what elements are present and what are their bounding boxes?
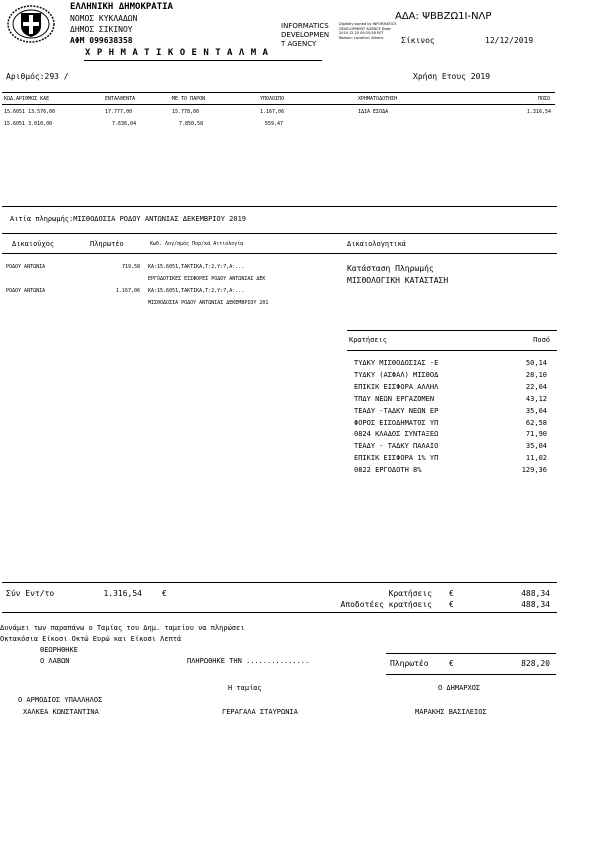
payable-value: 828,20 [521,659,550,668]
afm: ΑΦΜ 099638358 [70,36,133,45]
endorsed-label: ΘΕΩΡΗΘΗΚΕ [40,646,78,654]
mayor-name: ΜΑΡΑΚΗΣ ΒΑΣΙΛΕΙΟΣ [415,708,487,716]
deduction-label: ΤΥΔΚΥ ΜΙΣΘΟΔΟΣΙΑΣ -Ε [354,359,439,367]
agency-logo: INFORMATICS DEVELOPMEN T AGENCY [281,22,330,48]
ada-code: ΑΔΑ: ΨΒΒΖΩ1Ι-ΝΛΡ [395,11,492,22]
currency-symbol: € [449,659,454,668]
republic-title: ΕΛΛΗΝΙΚΗ ΔΗΜΟΚΡΑΤΙΑ [70,2,173,12]
fiscal-year: Χρήση Ετους 2019 [413,72,491,81]
col-payee-header: Δικαιούχος [12,240,55,248]
treasurer-title: Η ταμίας [228,684,262,692]
coat-of-arms-icon [6,4,56,44]
deduction-amount: 50,14 [525,359,547,367]
deduction-amount: 28,10 [525,370,547,379]
deduction-amount: 129,36 [521,466,547,475]
deductions-header: Κρατήσεις [349,336,387,344]
paid-on-label: ΠΛΗΡΩΘΗΚΕ ΤΗΝ ............... [187,657,310,665]
date: 12/12/2019 [485,36,534,45]
col-docs-header: Δικαιολογητικά [347,240,407,248]
officer-name: ΧΑΛΚΕΑ ΚΩΝΣΤΑΝΤΙΝΑ [23,708,99,716]
document-number: Αριθμός:293 / [6,72,69,81]
document-title: Χ Ρ Η Μ Α Τ Ι Κ Ο Ε Ν Τ Α Λ Μ Α [85,48,269,58]
prefecture: ΝΟΜΟΣ ΚΥΚΛΑΔΩΝ [70,14,138,23]
document-item: ΜΙΣΘΟΛΟΓΙΚΗ ΚΑΤΑΣΤΑΣΗ [347,276,449,285]
receiver-label: Ο ΛΑΒΩΝ [40,657,70,665]
deduction-amount: 71,90 [525,430,547,439]
mayor-title: Ο ΔΗΜΑΡΧΟΣ [438,684,481,692]
digital-signature-text: Digitally signed by INFORMATICS DEVELOPMENT AGENCY Date: 2019.12.20 09:25:58 EET Reason: Location: Athens [339,22,397,40]
deduction-amount: 11,02 [525,454,547,463]
deduction-amount: 35,04 [525,442,547,451]
deduction-label: ΕΠΙΚΙΚ ΕΙΣΦΟΡΑ ΑΛΛΗΛ [354,382,439,391]
deduction-label: ΤΕΑΔΥ -ΤΑΔΚΥ ΝΕΩΝ ΕΡ [354,406,439,415]
document-item: Κατάσταση Πληρωμής [347,264,434,273]
total-label: Σύν Εντ/το [6,589,55,598]
deduction-label: 0822 ΕΡΓΟΔΟΤΗ 8% [354,466,422,475]
withheld-value: 488,34 [521,600,550,609]
deduction-label: ΦΟΡΟΣ ΕΙΣΟΔΗΜΑΤΟΣ ΥΠ [354,418,439,427]
deductions-amount-header: Ποσό [533,336,550,344]
deduction-label: ΤΥΔΚΥ (ΑΣΦΑΛ) ΜΙΣΘΟΔ [354,370,439,379]
treasurer-name: ΓΕΡΑΓΑΛΑ ΣΤΑΥΡΩΝΙΑ [222,708,298,716]
deduction-label: ΕΠΙΚΙΚ ΕΙΣΦΟΡΑ 1% ΥΠ [354,454,439,463]
payable-label: Πληρωτέο [390,659,429,668]
place: Σίκινος [401,36,435,45]
deduction-amount: 22,04 [525,382,547,391]
withheld-label: Αποδοτέες κρατήσεις [340,600,432,609]
col-amount-header: Πληρωτέο [90,240,124,248]
deduction-amount: 43,12 [525,394,547,403]
currency-symbol: € [449,589,454,598]
deduction-amount: 62,58 [525,418,547,427]
currency-symbol: € [162,589,167,598]
deductions-total-label: Κρατήσεις [388,589,432,598]
deduction-label: ΤΠΔΥ ΝΕΩΝ ΕΡΓΑΖΟΜΕΝ [354,394,435,403]
deductions-total-value: 488,34 [521,589,550,598]
payment-instruction: Δυνάμει των παραπάνω ο Ταμίας του Δημ. ταμείου να πληρώσει [0,624,245,632]
officer-title: Ο ΑΡΜΟΔΙΟΣ ΥΠΑΛΛΗΛΟΣ [18,696,103,704]
col-desc-header: Κωδ. Λογ/σμός Πορ/κά Αιτιολογία [150,241,244,247]
amount-in-words: Οκτακόσια Είκοσι Οκτώ Ευρώ και Είκοσι Λεπτά [0,635,182,643]
deduction-amount: 35,04 [525,406,547,415]
payment-reason: Αιτία πληρωμής:ΜΙΣΘΟΔΟΣΙΑ ΡΟΔΟΥ ΑΝΤΩΝΙΑΣ ΔΕΚΕΜΒΡΙΟΥ 2019 [10,215,247,223]
currency-symbol: € [449,600,454,609]
deduction-label: ΤΕΑΔΥ - ΤΑΔΚΥ ΠΑΛΑΙΟ [354,442,439,451]
total-value: 1.316,54 [103,589,142,598]
deduction-label: 0824 ΚΛΑΔΟΣ ΣΥΝΤΑΞΕΩ [354,430,439,439]
municipality: ΔΗΜΟΣ ΣΙΚΙΝΟΥ [70,25,133,34]
